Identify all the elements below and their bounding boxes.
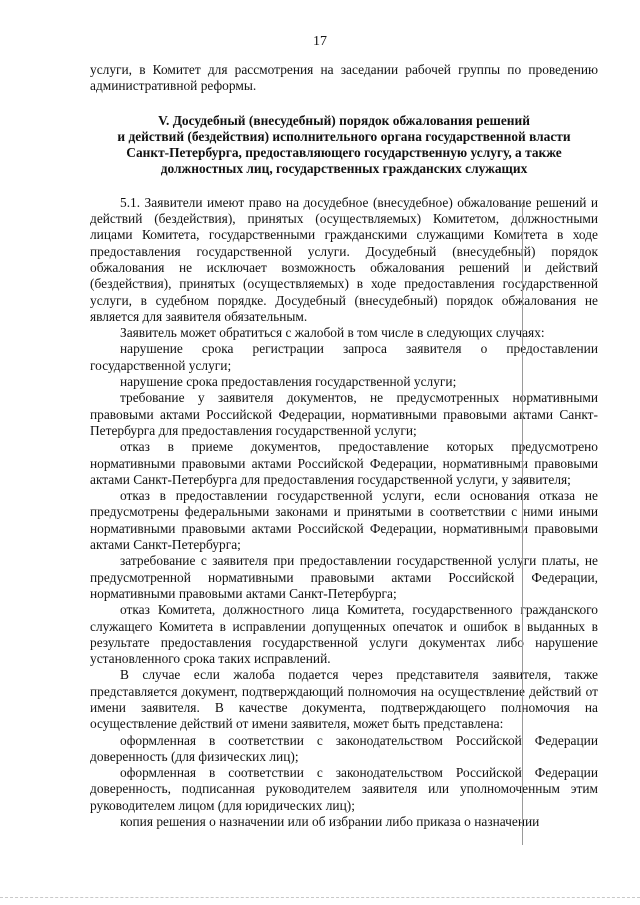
heading-line: V. Досудебный (внесудебный) порядок обжалования решений bbox=[158, 112, 530, 128]
section-heading bbox=[90, 113, 598, 178]
heading-line: должностных лиц, государственных гражданских служащих bbox=[160, 161, 528, 177]
list-item: нарушение срока предоставления государственной услуги; bbox=[120, 374, 457, 390]
list-item: отказ Комитета, должностного лица Комитета, государственного гражданского служащего Комитета в исправлении допущенных опечаток и ошибок в выданных в результате предоставления государственной услуги документах либо нарушение установленного срока таких исправлений. bbox=[90, 602, 598, 667]
heading-line: Санкт-Петербурга, предоставляющего государственную услугу, а также bbox=[126, 145, 562, 161]
paragraph-5-1: 5.1. Заявители имеют право на досудебное (внесудебное) обжалование решений и действий (бездействия), принятых (осуществляемых) Комитетом, должностными лицами Комитета, государственными гражданскими служащими Комитета в ходе предоставления государственной услуги. Досудебный (внесудебный) порядок обжалования не исключает возможность обжалования решений и действий (бездействия), принятых (осуществляемых) в ходе предоставления государственной услуги, в судебном порядке. Досудебный (внесудебный) порядок обжалования не является для заявителя обязательным. bbox=[90, 194, 598, 324]
list-item: отказ в предоставлении государственной услуги, если основания отказа не предусмотрены федеральными законами и принятыми в соответствии с ними иными нормативными правовыми актами Российской Федерации, нормативными правовыми актами Санкт-Петербурга; bbox=[90, 488, 598, 553]
representative-paragraph: В случае если жалоба подается через представителя заявителя, также представляется документ, подтверждающий полномочия на осуществление действий от имени заявителя. В качестве документа, подтверждающего полномочия на осуществление действий от имени заявителя, может быть представлена: bbox=[90, 667, 598, 732]
page-number: 17 bbox=[313, 34, 327, 49]
scan-edge-line bbox=[0, 897, 640, 898]
list-item: оформленная в соответствии с законодательством Российской Федерации доверенность, подписанная руководителем заявителя или уполномоченным этим руководителем лицом (для юридических лиц); bbox=[90, 765, 598, 813]
list-item: требование у заявителя документов, не предусмотренных нормативными правовыми актами Российской Федерации, нормативными правовыми актами Санкт-Петербурга для предоставления государственной услуги; bbox=[90, 390, 598, 438]
scan-fold-line bbox=[522, 205, 523, 845]
list-item: отказ в приеме документов, предоставление которых предусмотрено нормативными правовыми актами Российской Федерации, нормативными правовыми актами Санкт-Петербурга для предоставления государственной услуги, у заявителя; bbox=[90, 439, 598, 487]
complaint-cases-intro: Заявитель может обратиться с жалобой в том числе в следующих случаях: bbox=[120, 325, 545, 341]
list-item: копия решения о назначении или об избрании либо приказа о назначении bbox=[120, 814, 540, 830]
continuation-paragraph: услуги, в Комитет для рассмотрения на заседании рабочей группы по проведению административной реформы. bbox=[90, 62, 598, 94]
list-item: нарушение срока регистрации запроса заявителя о предоставлении государственной услуги; bbox=[90, 341, 598, 373]
list-item: оформленная в соответствии с законодательством Российской Федерации доверенность (для физических лиц); bbox=[90, 732, 598, 764]
list-item: затребование с заявителя при предоставлении государственной услуги платы, не предусмотренной нормативными правовыми актами Российской Федерации, нормативными правовыми актами Санкт-Петербурга; bbox=[90, 553, 598, 601]
heading-line: и действий (бездействия) исполнительного органа государственной власти bbox=[117, 128, 571, 144]
